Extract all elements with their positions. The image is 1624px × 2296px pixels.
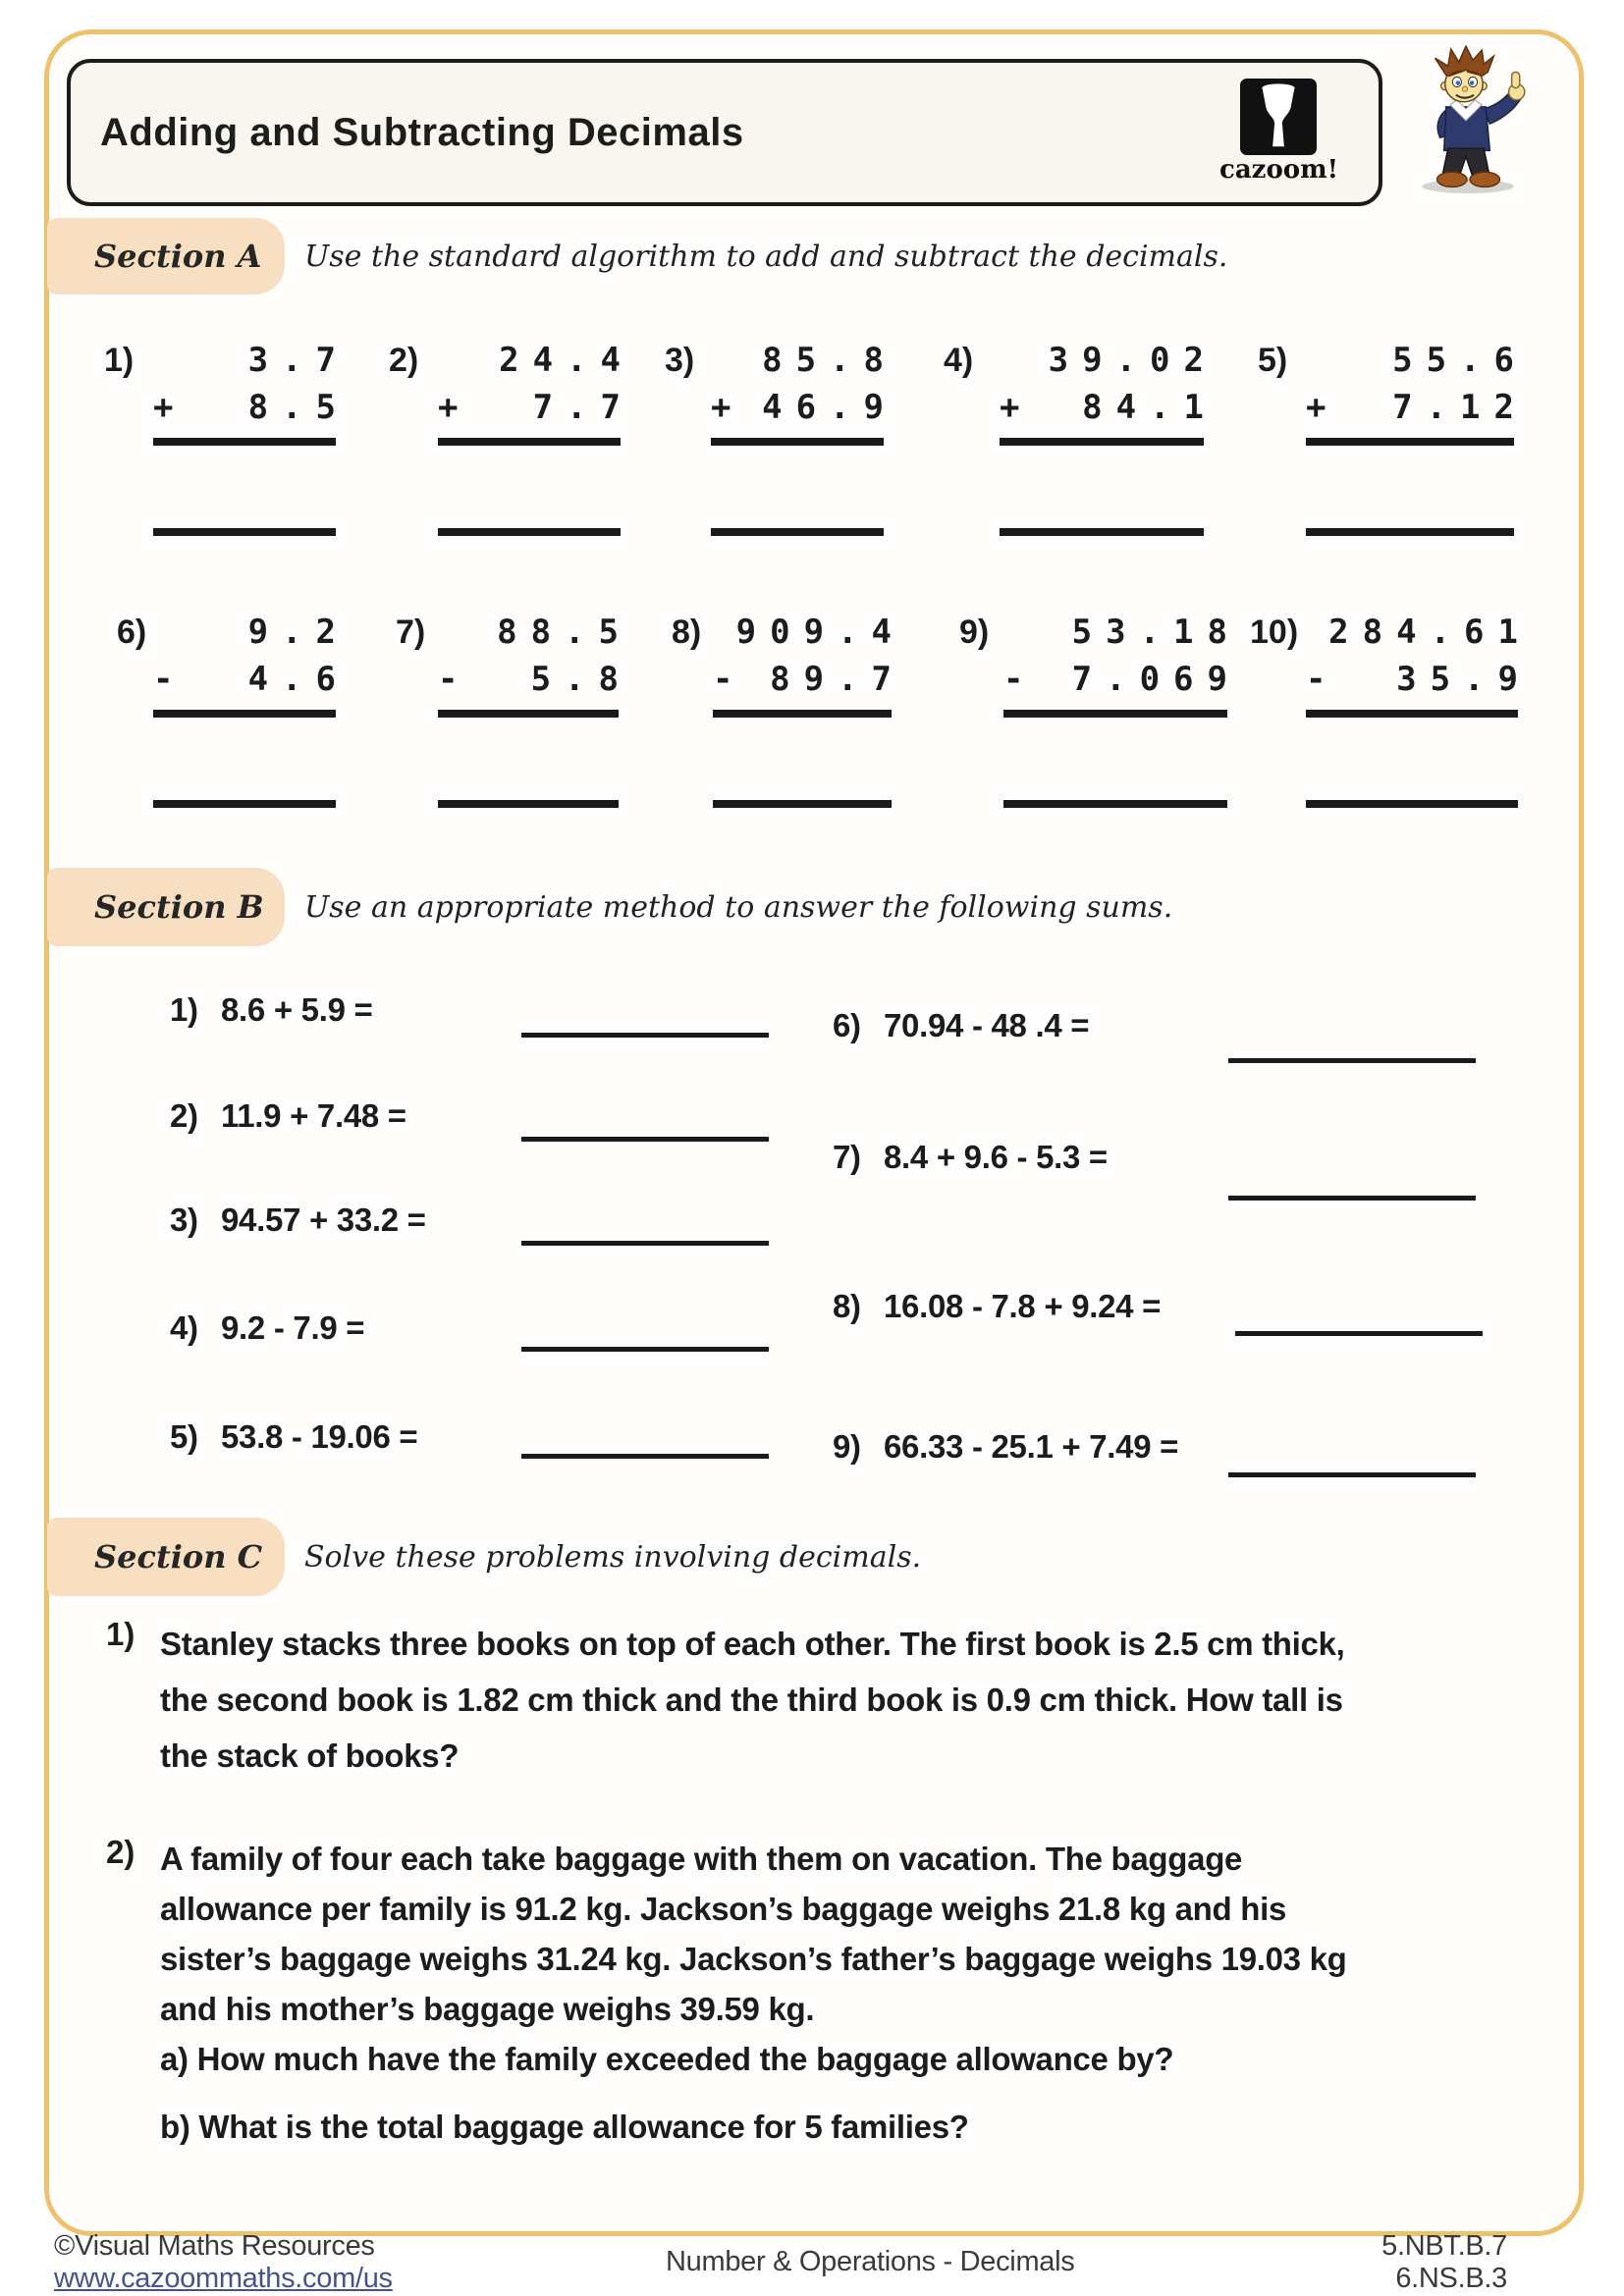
- column-problem-2: [389, 337, 634, 536]
- problem-number: 7): [833, 1139, 861, 1175]
- problem-number: 10): [1250, 614, 1299, 651]
- problem-part-b: b) What is the total baggage allowance for 5 families?: [160, 2109, 969, 2145]
- column-problem-8: [672, 609, 905, 808]
- section-c-instruction: Solve these problems involving decimals.: [304, 1539, 922, 1575]
- title-box: [67, 59, 1382, 206]
- operator: +: [711, 388, 731, 427]
- operator: -: [1306, 660, 1326, 699]
- sum-problem-7: [833, 1139, 1108, 1176]
- problem-number: 2): [106, 1834, 135, 1870]
- column-problem-3: [665, 337, 897, 536]
- operator: +: [153, 388, 174, 427]
- section-a-badge: Section A: [47, 218, 285, 294]
- expression: 8.6 + 5.9 =: [221, 991, 373, 1028]
- problem-number: 7): [396, 614, 426, 651]
- sum-problem-3: [170, 1201, 426, 1239]
- answer-line[interactable]: [153, 528, 336, 536]
- standard-code-2: 6.NS.B.3: [1395, 2263, 1507, 2294]
- problem-number: 9): [833, 1428, 861, 1465]
- answer-line[interactable]: [1306, 800, 1518, 808]
- answer-line[interactable]: [711, 528, 884, 536]
- answer-line[interactable]: [1003, 800, 1227, 808]
- answer-line[interactable]: [438, 528, 621, 536]
- expression: 53.8 - 19.06 =: [221, 1418, 418, 1455]
- problem-text-line: A family of four each take baggage with them on vacation. The baggage: [160, 1841, 1243, 1877]
- problem-number: 2): [389, 342, 419, 379]
- problem-text-line: the second book is 1.82 cm thick and the third book is 0.9 cm thick. How tall is: [160, 1682, 1343, 1718]
- bottom-operand: 7.069: [1071, 660, 1241, 699]
- sum-problem-5: [170, 1418, 417, 1456]
- problem-number: 6): [833, 1007, 861, 1043]
- problem-number: 8): [672, 614, 702, 651]
- answer-line[interactable]: [1228, 1472, 1476, 1477]
- problem-text-line: sister’s baggage weighs 31.24 kg. Jackson’s father’s baggage weighs 19.03 kg: [160, 1941, 1347, 1977]
- problem-number: 1): [106, 1616, 135, 1652]
- answer-line[interactable]: [713, 800, 892, 808]
- bottom-operand: 5.8: [530, 660, 632, 699]
- logo-wordmark: cazoom!: [1219, 155, 1339, 185]
- problem-number: 5): [170, 1418, 198, 1455]
- expression: 66.33 - 25.1 + 7.49 =: [884, 1428, 1179, 1465]
- top-operand: 39.02: [1048, 341, 1218, 380]
- bottom-operand: 46.9: [762, 388, 897, 427]
- answer-line[interactable]: [1306, 528, 1514, 536]
- problem-number: 8): [833, 1288, 861, 1324]
- equals-line: [711, 438, 884, 446]
- answer-line[interactable]: [521, 1347, 769, 1352]
- operator: +: [1306, 388, 1326, 427]
- word-problem-1: [106, 1616, 1510, 1784]
- problem-part-a: a) How much have the family exceeded the baggage allowance by?: [160, 2041, 1174, 2077]
- problem-number: 2): [170, 1097, 198, 1134]
- expression: 70.94 - 48 .4 =: [884, 1007, 1090, 1043]
- copyright-text: ©Visual Maths Resources: [54, 2230, 375, 2262]
- problem-number: 4): [944, 342, 974, 379]
- problem-number: 9): [959, 614, 990, 651]
- problem-text-line: allowance per family is 91.2 kg. Jackson’s baggage weighs 21.8 kg and his: [160, 1891, 1287, 1927]
- sum-problem-8: [833, 1288, 1161, 1325]
- column-problem-5: [1258, 337, 1528, 536]
- answer-line[interactable]: [1235, 1331, 1483, 1336]
- bottom-operand: 7.7: [532, 388, 634, 427]
- section-b-instruction: Use an appropriate method to answer the following sums.: [304, 889, 1173, 925]
- bottom-operand: 4.6: [247, 660, 350, 699]
- answer-line[interactable]: [438, 800, 619, 808]
- top-operand: 9.2: [247, 613, 350, 652]
- website-link[interactable]: www.cazoommaths.com/us: [54, 2263, 393, 2294]
- top-operand: 85.8: [762, 341, 897, 380]
- problem-text-line: Stanley stacks three books on top of each other. The first book is 2.5 cm thick,: [160, 1626, 1345, 1662]
- equals-line: [153, 438, 336, 446]
- footer-standards: [1306, 2230, 1507, 2295]
- section-c-badge: Section C: [47, 1518, 285, 1596]
- sum-problem-2: [170, 1097, 406, 1135]
- column-problem-1: [104, 337, 350, 536]
- expression: 11.9 + 7.48 =: [221, 1097, 406, 1134]
- equals-line: [1000, 438, 1204, 446]
- operator: -: [438, 660, 459, 699]
- operator: -: [1003, 660, 1024, 699]
- operator: +: [438, 388, 459, 427]
- expression: 16.08 - 7.8 + 9.24 =: [884, 1288, 1162, 1324]
- word-problem-2: [106, 1834, 1510, 2084]
- expression: 8.4 + 9.6 - 5.3 =: [884, 1139, 1108, 1175]
- column-problem-7: [396, 609, 632, 808]
- problem-number: 3): [170, 1201, 198, 1238]
- top-operand: 24.4: [499, 341, 634, 380]
- answer-line[interactable]: [521, 1241, 769, 1246]
- bottom-operand: 84.1: [1082, 388, 1218, 427]
- bottom-operand: 7.12: [1392, 388, 1528, 427]
- equals-line: [438, 438, 621, 446]
- column-problem-9: [959, 609, 1241, 808]
- sum-problem-9: [833, 1428, 1178, 1466]
- top-operand: 55.6: [1392, 341, 1528, 380]
- footer-topic: Number & Operations - Decimals: [666, 2246, 1075, 2277]
- page-title: Adding and Subtracting Decimals: [100, 110, 744, 154]
- problem-text-line: and his mother’s baggage weighs 39.59 kg.: [160, 1991, 815, 2027]
- answer-line[interactable]: [521, 1454, 769, 1459]
- equals-line: [1003, 710, 1227, 718]
- expression: 94.57 + 33.2 =: [221, 1201, 426, 1238]
- problem-number: 5): [1258, 342, 1288, 379]
- sum-problem-6: [833, 1007, 1089, 1044]
- answer-line[interactable]: [153, 800, 336, 808]
- sum-problem-4: [170, 1309, 364, 1347]
- answer-line[interactable]: [521, 1137, 769, 1142]
- section-b-badge: Section B: [47, 868, 285, 946]
- answer-line[interactable]: [521, 1033, 769, 1038]
- bottom-operand: 8.5: [247, 388, 350, 427]
- cazoom-logo: [1219, 79, 1337, 185]
- problem-number: 1): [104, 342, 135, 379]
- problem-number: 6): [117, 614, 147, 651]
- problem-number: 3): [665, 342, 695, 379]
- equals-line: [438, 710, 619, 718]
- bottom-operand: 89.7: [770, 660, 905, 699]
- column-problem-4: [944, 337, 1218, 536]
- answer-line[interactable]: [1228, 1196, 1476, 1201]
- answer-line[interactable]: [1000, 528, 1204, 536]
- equals-line: [153, 710, 336, 718]
- operator: -: [713, 660, 733, 699]
- equals-line: [713, 710, 892, 718]
- standard-code-1: 5.NBT.B.7: [1381, 2230, 1507, 2262]
- boy-mascot-illustration: [1392, 45, 1540, 194]
- problem-number: 1): [170, 991, 198, 1028]
- top-operand: 53.18: [1071, 613, 1241, 652]
- operator: -: [153, 660, 174, 699]
- equals-line: [1306, 710, 1518, 718]
- top-operand: 284.61: [1328, 613, 1532, 652]
- answer-line[interactable]: [1228, 1058, 1476, 1063]
- footer-credits: [54, 2230, 393, 2295]
- drum-icon: [1240, 79, 1317, 155]
- equals-line: [1306, 438, 1514, 446]
- expression: 9.2 - 7.9 =: [221, 1309, 365, 1346]
- problem-number: 4): [170, 1309, 198, 1346]
- problem-text-line: the stack of books?: [160, 1737, 460, 1774]
- section-a-instruction: Use the standard algorithm to add and subtract the decimals.: [304, 239, 1228, 274]
- sum-problem-1: [170, 991, 373, 1029]
- top-operand: 88.5: [497, 613, 632, 652]
- bottom-operand: 35.9: [1396, 660, 1532, 699]
- column-problem-6: [117, 609, 350, 808]
- top-operand: 3.7: [247, 341, 350, 380]
- column-problem-10: [1250, 609, 1532, 808]
- operator: +: [1000, 388, 1020, 427]
- top-operand: 909.4: [735, 613, 905, 652]
